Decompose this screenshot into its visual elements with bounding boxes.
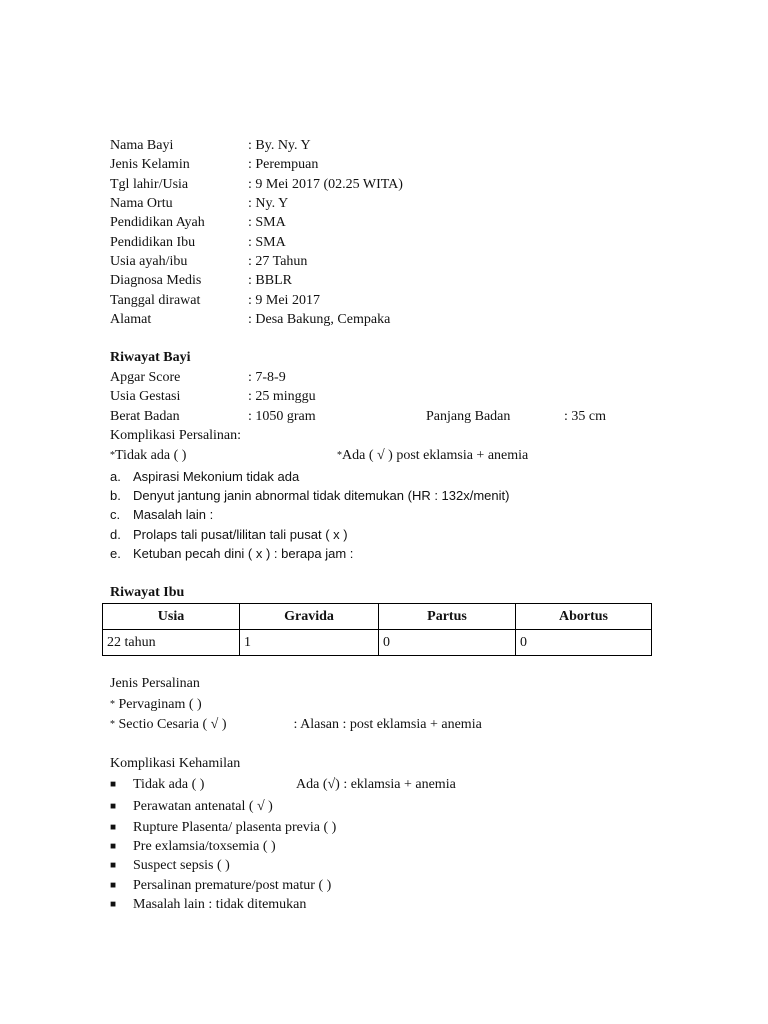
- list-item: [110, 819, 336, 837]
- komplikasi-options: [110, 447, 528, 465]
- identity-row: [110, 292, 320, 310]
- identity-row: [110, 272, 292, 290]
- field-label: Diagnosa Medis: [110, 273, 202, 288]
- bullet-icon: ■: [110, 822, 117, 833]
- asterisk-icon: *: [110, 450, 115, 461]
- bullet-icon: ■: [110, 841, 117, 852]
- option-ada: Ada (√) : eklamsia + anemia: [296, 777, 456, 792]
- table-cell: 0: [516, 630, 652, 656]
- option-sectio: Sectio Cesaria ( √ ): [118, 717, 227, 732]
- field-value: : By. Ny. Y: [248, 138, 311, 153]
- option-tidak-ada: Tidak ada ( ): [115, 448, 187, 463]
- list-marker: a.: [110, 469, 121, 484]
- list-text: Ketuban pecah dini ( x ) : berapa jam :: [133, 546, 354, 561]
- apgar-row: [110, 369, 286, 387]
- identity-row: [110, 234, 286, 252]
- option-row: [110, 696, 202, 714]
- field-label: Usia Gestasi: [110, 389, 181, 404]
- table-cell: 0: [379, 630, 516, 656]
- field-label: Nama Ortu: [110, 196, 173, 211]
- option-tidak-ada: Tidak ada ( ): [133, 777, 205, 792]
- option-pervaginam: Pervaginam ( ): [118, 697, 202, 712]
- option-row: [110, 716, 482, 734]
- identity-row: [110, 176, 403, 194]
- list-marker: d.: [110, 527, 121, 542]
- field-label: Berat Badan: [110, 409, 180, 424]
- list-marker: c.: [110, 507, 121, 522]
- list-marker: e.: [110, 546, 121, 561]
- table-header: Usia: [103, 604, 240, 630]
- field-value: : 1050 gram: [248, 409, 316, 424]
- table-header: Abortus: [516, 604, 652, 630]
- field-value: : 7-8-9: [248, 370, 286, 385]
- list-item: [110, 468, 299, 486]
- identity-row: [110, 195, 288, 213]
- field-value: : 9 Mei 2017 (02.25 WITA): [248, 177, 403, 192]
- field-value: : SMA: [248, 215, 286, 230]
- field-value: : Ny. Y: [248, 196, 289, 211]
- asterisk-icon: *: [110, 719, 115, 730]
- field-value: : 25 minggu: [248, 389, 316, 404]
- bullet-icon: ■: [110, 779, 117, 790]
- section-heading: Riwayat Bayi: [110, 350, 191, 365]
- field-label: Alamat: [110, 312, 152, 327]
- list-item: [110, 487, 509, 505]
- bullet-icon: ■: [110, 880, 117, 891]
- field-value: : 35 cm: [564, 409, 606, 424]
- list-text: Denyut jantung janin abnormal tidak ditemukan (HR : 132x/menit): [133, 488, 510, 503]
- field-value: : BBLR: [248, 273, 292, 288]
- field-label: Pendidikan Ibu: [110, 235, 196, 250]
- list-item: [110, 526, 348, 544]
- komplikasi-label: Komplikasi Persalinan:: [110, 428, 242, 443]
- list-text: Suspect sepsis ( ): [133, 858, 230, 873]
- list-item: [110, 776, 456, 794]
- asterisk-icon: *: [110, 699, 115, 710]
- field-label: Nama Bayi: [110, 138, 174, 153]
- table-header-row: [103, 604, 652, 630]
- table-header: Partus: [379, 604, 516, 630]
- field-value: : SMA: [248, 235, 286, 250]
- asterisk-icon: *: [337, 450, 342, 461]
- list-text: Aspirasi Mekonium tidak ada: [133, 469, 300, 484]
- berat-row: [110, 408, 606, 426]
- table-header: Gravida: [240, 604, 379, 630]
- list-text: Rupture Plasenta/ plasenta previa ( ): [133, 820, 337, 835]
- identity-row: [110, 156, 318, 174]
- list-marker: b.: [110, 488, 121, 503]
- table-cell: 1: [240, 630, 379, 656]
- option-ada: Ada ( √ ) post eklamsia + anemia: [342, 448, 529, 463]
- table-cell: 22 tahun: [103, 630, 240, 656]
- bullet-icon: ■: [110, 899, 117, 910]
- table-row: [103, 630, 652, 656]
- riwayat-ibu-table: [102, 603, 652, 656]
- bullet-icon: ■: [110, 860, 117, 871]
- identity-row: [110, 137, 311, 155]
- field-label: Pendidikan Ayah: [110, 215, 205, 230]
- list-text: Masalah lain : tidak ditemukan: [133, 897, 307, 912]
- list-item: [110, 896, 306, 914]
- field-label: Apgar Score: [110, 370, 181, 385]
- alasan-text: : Alasan : post eklamsia + anemia: [293, 717, 482, 732]
- list-item: [110, 857, 230, 875]
- list-text: Perawatan antenatal ( √ ): [133, 799, 273, 814]
- bullet-icon: ■: [110, 801, 117, 812]
- section-heading: Jenis Persalinan: [110, 676, 200, 691]
- field-label: Tanggal dirawat: [110, 293, 201, 308]
- list-text: Pre exlamsia/toxsemia ( ): [133, 839, 276, 854]
- section-heading: Riwayat Ibu: [110, 585, 185, 600]
- list-item: [110, 877, 331, 895]
- field-label: Tgl lahir/Usia: [110, 177, 189, 192]
- list-item: [110, 838, 276, 856]
- list-item: [110, 798, 273, 816]
- identity-row: [110, 214, 286, 232]
- list-item: [110, 545, 353, 563]
- list-text: Masalah lain :: [133, 507, 214, 522]
- field-label: Usia ayah/ibu: [110, 254, 188, 269]
- field-value: : Perempuan: [248, 157, 319, 172]
- field-label: Panjang Badan: [426, 409, 511, 424]
- gestasi-row: [110, 388, 316, 406]
- list-item: [110, 506, 213, 524]
- field-value: : 9 Mei 2017: [248, 293, 320, 308]
- section-heading: Komplikasi Kehamilan: [110, 756, 241, 771]
- identity-row: [110, 253, 307, 271]
- field-value: : Desa Bakung, Cempaka: [248, 312, 391, 327]
- field-label: Jenis Kelamin: [110, 157, 190, 172]
- list-text: Prolaps tali pusat/lilitan tali pusat ( x ): [133, 527, 348, 542]
- list-text: Persalinan premature/post matur ( ): [133, 878, 332, 893]
- field-value: : 27 Tahun: [248, 254, 308, 269]
- identity-row: [110, 311, 390, 329]
